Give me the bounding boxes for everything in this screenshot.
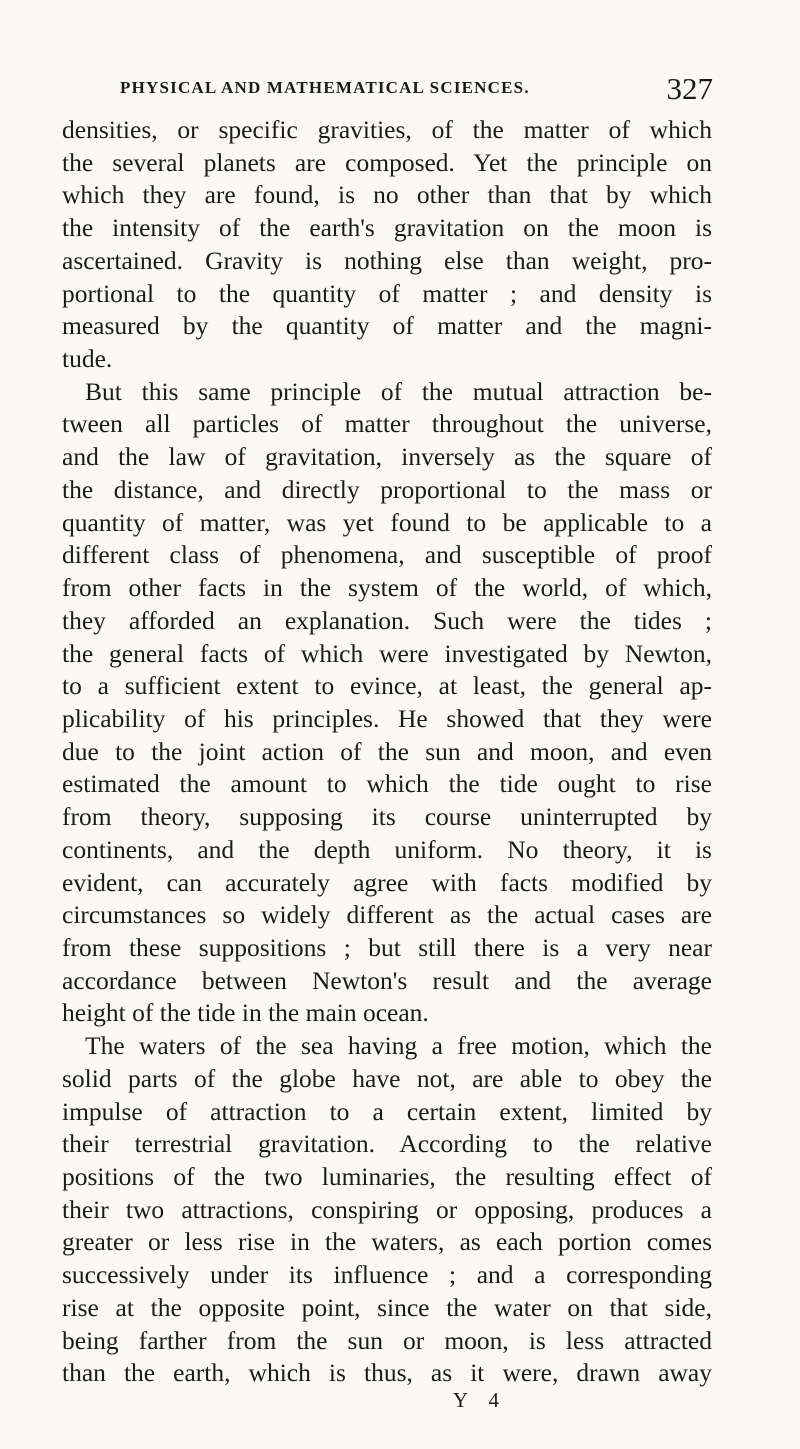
page-number: 327 bbox=[666, 71, 713, 106]
text-line: densities, or specific gravities, of the matter of which bbox=[62, 115, 712, 144]
text-line: positions of the two luminaries, the resulting effect of bbox=[62, 1162, 712, 1191]
text-line: from theory, supposing its course uninterrupted by bbox=[62, 802, 712, 832]
text-line: the general facts of which were investigated by Newton, bbox=[62, 638, 712, 668]
body-text bbox=[62, 114, 712, 1390]
text-line: The waters of the sea having a free motion, which the bbox=[85, 1031, 712, 1061]
signature-mark: Y 4 bbox=[452, 1388, 508, 1412]
text-line: being farther from the sun or moon, is less attracted bbox=[62, 1325, 712, 1355]
text-line: tude. bbox=[62, 344, 113, 374]
text-line: ascertained. Gravity is nothing else than weight, pro- bbox=[62, 245, 712, 275]
text-line: their two attractions, conspiring or opposing, produces a bbox=[62, 1194, 712, 1224]
running-head: PHYSICAL AND MATHEMATICAL SCIENCES. bbox=[120, 78, 530, 97]
text-line: different class of phenomena, and susceptible of proof bbox=[62, 540, 712, 570]
text-line: measured by the quantity of matter and the magni- bbox=[62, 311, 712, 341]
page-header bbox=[120, 72, 713, 112]
text-line: they afforded an explanation. Such were the tides ; bbox=[62, 605, 712, 635]
text-line: accordance between Newton's result and the average bbox=[62, 965, 712, 995]
text-line: plicability of his principles. He showed that they were bbox=[62, 703, 712, 733]
text-line: from other facts in the system of the world, of which, bbox=[62, 573, 712, 603]
text-line: due to the joint action of the sun and moon, and even bbox=[62, 736, 712, 766]
text-line: evident, can accurately agree with facts modified by bbox=[62, 867, 712, 897]
text-line: But this same principle of the mutual attraction be- bbox=[85, 376, 712, 406]
text-line: and the law of gravitation, inversely as the square of bbox=[62, 442, 712, 472]
text-line: the intensity of the earth's gravitation on the moon is bbox=[62, 213, 712, 243]
text-line: height of the tide in the main ocean. bbox=[62, 998, 429, 1028]
text-line: to a sufficient extent to evince, at least, the general ap- bbox=[62, 671, 712, 701]
text-line: from these suppositions ; but still there is a very near bbox=[62, 932, 712, 962]
text-line: which they are found, is no other than that by which bbox=[62, 180, 712, 210]
text-line: circumstances so widely different as the actual cases are bbox=[62, 900, 712, 930]
text-line: than the earth, which is thus, as it were, drawn away bbox=[62, 1358, 712, 1388]
text-line: estimated the amount to which the tide ought to rise bbox=[62, 769, 712, 799]
text-line: rise at the opposite point, since the water on that side, bbox=[62, 1292, 712, 1322]
text-line: the several planets are composed. Yet the principle on bbox=[62, 147, 712, 177]
text-line: the distance, and directly proportional to the mass or bbox=[62, 474, 712, 504]
text-line: portional to the quantity of matter ; and density is bbox=[62, 278, 712, 308]
text-line: continents, and the depth uniform. No theory, it is bbox=[62, 834, 712, 864]
text-line: impulse of attraction to a certain extent, limited by bbox=[62, 1096, 712, 1126]
text-line: solid parts of the globe have not, are able to obey the bbox=[62, 1063, 712, 1093]
text-line: tween all particles of matter throughout the universe, bbox=[62, 409, 712, 439]
text-line: greater or less rise in the waters, as each portion comes bbox=[62, 1227, 712, 1257]
text-line: successively under its influence ; and a corresponding bbox=[62, 1260, 712, 1290]
text-line: quantity of matter, was yet found to be applicable to a bbox=[62, 507, 712, 537]
text-line: their terrestrial gravitation. According to the relative bbox=[62, 1129, 712, 1159]
